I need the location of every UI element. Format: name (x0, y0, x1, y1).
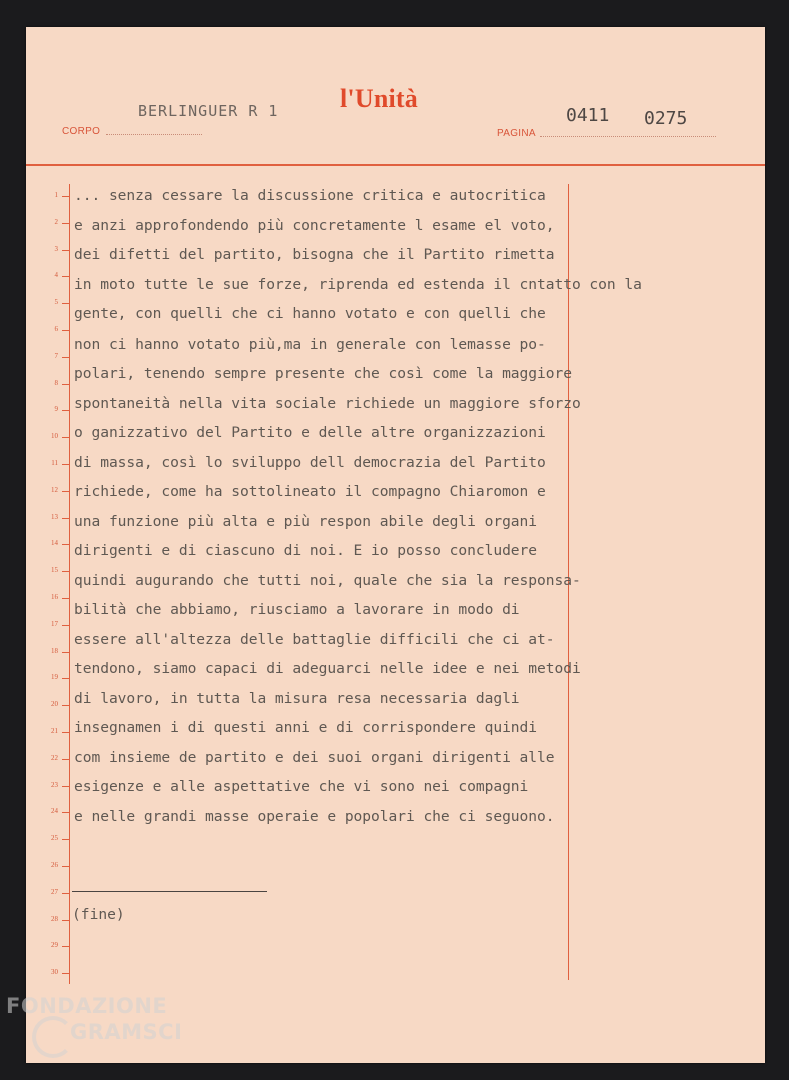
line-tick (62, 786, 69, 787)
text-line: richiede, come ha sottolineato il compagno Chiaromon e (74, 483, 546, 500)
line-tick (62, 678, 69, 679)
corpo-label: CORPO (62, 126, 101, 137)
pagina-label: PAGINA (497, 128, 536, 139)
text-line: com insieme de partito e dei suoi organi dirigenti alle (74, 749, 555, 766)
line-tick (62, 250, 69, 251)
line-tick (62, 946, 69, 947)
line-number: 30 (51, 968, 58, 977)
watermark-line-1: FONDAZIONE (6, 994, 168, 1018)
line-tick (62, 544, 69, 545)
text-line: o ganizzativo del Partito e delle altre organizzazioni (74, 424, 546, 441)
line-number: 17 (51, 619, 58, 628)
line-tick (62, 812, 69, 813)
line-number: 5 (54, 298, 58, 307)
line-tick (62, 330, 69, 331)
text-line: bilità che abbiamo, riusciamo a lavorare in modo di (74, 601, 520, 618)
page-code-1: 0411 (566, 105, 610, 126)
closing-rule (72, 891, 267, 892)
line-tick (62, 437, 69, 438)
line-number: 6 (54, 325, 58, 333)
line-tick (62, 732, 69, 733)
line-number: 15 (51, 566, 58, 575)
line-number: 7 (54, 351, 58, 360)
line-number: 2 (54, 217, 58, 226)
line-tick (62, 893, 69, 894)
line-number: 29 (51, 941, 58, 950)
line-tick (62, 839, 69, 840)
line-tick (62, 303, 69, 304)
line-tick (62, 276, 69, 277)
line-number: 13 (51, 512, 58, 521)
line-number: 11 (51, 459, 58, 467)
line-number: 27 (51, 887, 58, 896)
line-number: 10 (51, 432, 58, 441)
line-tick (62, 410, 69, 411)
text-line: quindi augurando che tutti noi, quale che sia la responsa- (74, 572, 581, 589)
line-tick (62, 196, 69, 197)
line-number: 12 (51, 485, 58, 494)
line-number: 16 (51, 593, 58, 601)
text-line: non ci hanno votato più,ma in generale con lemasse po- (74, 336, 546, 353)
line-number: 22 (51, 753, 58, 762)
archive-watermark (6, 994, 183, 1044)
line-tick (62, 223, 69, 224)
text-line: una funzione più alta e più respon abile degli organi (74, 513, 538, 530)
author-code: BERLINGUER R 1 (138, 102, 279, 120)
line-tick (62, 973, 69, 974)
text-line: ... senza cessare la discussione critica e autocritica (74, 187, 546, 204)
line-tick (62, 598, 69, 599)
line-number: 19 (51, 673, 58, 682)
line-number: 28 (51, 914, 58, 923)
text-line: e nelle grandi masse operaie e popolari che ci seguono. (74, 808, 555, 825)
line-number: 23 (51, 780, 58, 789)
line-number: 24 (51, 807, 58, 816)
text-line: gente, con quelli che ci hanno votato e con quelli che (74, 305, 546, 322)
line-tick (62, 625, 69, 626)
header-rule (26, 164, 765, 166)
line-number: 4 (54, 271, 58, 280)
text-line: di lavoro, in tutta la misura resa necessaria dagli (74, 690, 520, 707)
line-tick (62, 518, 69, 519)
line-number: 1 (54, 191, 58, 199)
line-number: 20 (51, 700, 58, 709)
line-number: 21 (51, 727, 58, 735)
line-number: 8 (54, 378, 58, 387)
line-tick (62, 920, 69, 921)
line-number: 26 (51, 861, 58, 869)
text-line: di massa, così lo sviluppo dell democrazia del Partito (74, 454, 546, 471)
line-number: 25 (51, 834, 58, 843)
line-tick (62, 705, 69, 706)
line-tick (62, 866, 69, 867)
line-tick (62, 491, 69, 492)
watermark-line-2: GRAMSCI (70, 1020, 183, 1044)
line-tick (62, 571, 69, 572)
text-line: insegnamen i di questi anni e di corrispondere quindi (74, 719, 538, 736)
left-margin-line (69, 184, 70, 984)
text-line: esigenze e alle aspettative che vi sono nei compagni (74, 778, 529, 795)
line-tick (62, 464, 69, 465)
unita-logo: l'Unità (340, 84, 418, 113)
text-line: dirigenti e di ciascuno di noi. E io posso concludere (74, 542, 538, 559)
text-line: spontaneità nella vita sociale richiede un maggiore sforzo (74, 395, 581, 412)
pagina-dotted-field (540, 136, 716, 137)
corpo-dotted-field (106, 134, 202, 135)
gramsci-logo-icon (32, 1016, 74, 1058)
line-number: 3 (54, 244, 58, 253)
text-line: tendono, siamo capaci di adeguarci nelle idee e nei metodi (74, 660, 581, 677)
line-tick (62, 357, 69, 358)
page-code-2: 0275 (644, 108, 688, 129)
text-line: polari, tenendo sempre presente che così come la maggiore (74, 365, 572, 382)
closing-text: (fine) (72, 906, 125, 923)
line-number: 14 (51, 539, 58, 548)
line-tick (62, 759, 69, 760)
text-line: dei difetti del partito, bisogna che il Partito rimetta (74, 246, 555, 263)
text-line: in moto tutte le sue forze, riprenda ed estenda il cntatto con la (74, 276, 642, 293)
line-tick (62, 652, 69, 653)
line-number: 9 (54, 405, 58, 414)
text-line: e anzi approfondendo più concretamente l esame el voto, (74, 217, 555, 234)
line-number: 18 (51, 646, 58, 655)
line-tick (62, 384, 69, 385)
text-line: essere all'altezza delle battaglie difficili che ci at- (74, 631, 555, 648)
